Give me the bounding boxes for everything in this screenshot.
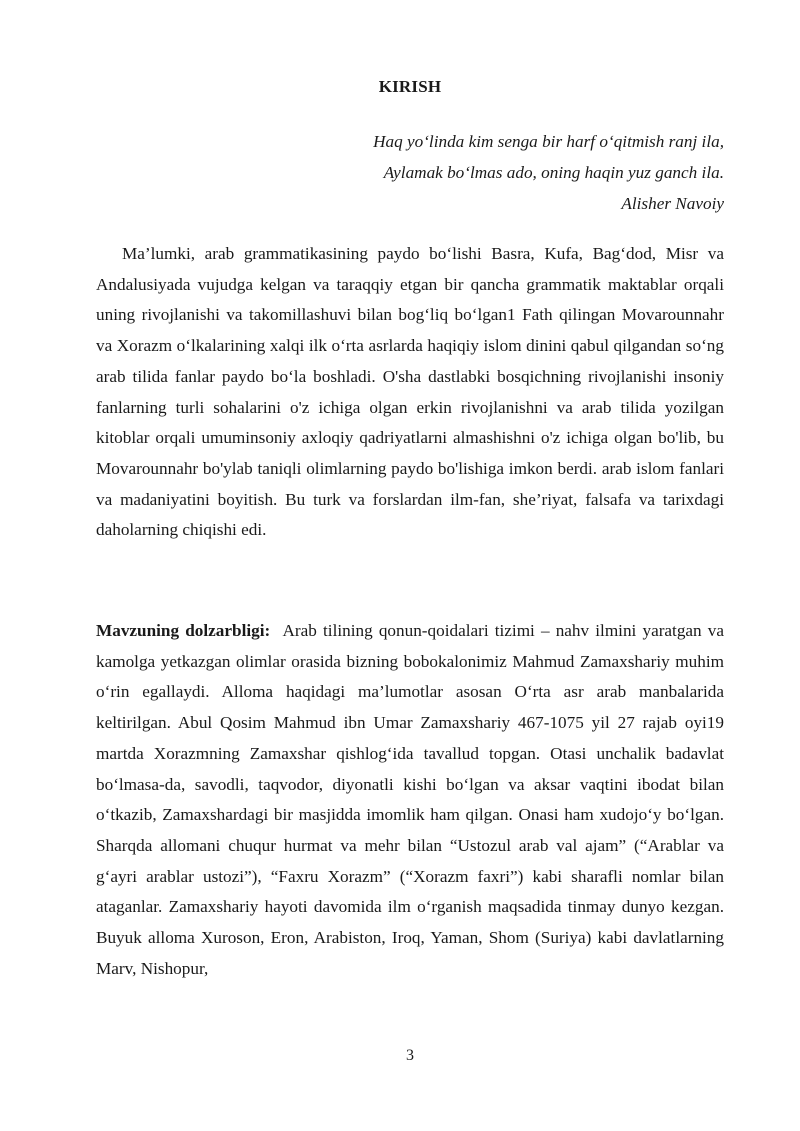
epigraph-line-2: Aylamak bo‘lmas ado, oning haqin yuz ganch ila. bbox=[383, 163, 724, 182]
page-number: 3 bbox=[406, 1047, 414, 1064]
epigraph-author: Alisher Navoiy bbox=[621, 194, 724, 213]
document-page bbox=[96, 0, 724, 1131]
relevance-heading: Mavzuning dolzarbligi: bbox=[96, 621, 271, 640]
epigraph-line-1: Haq yo‘linda kim senga bir harf o‘qitmish ranj ila, bbox=[373, 132, 724, 151]
epigraph bbox=[373, 126, 724, 219]
section-title: KIRISH bbox=[378, 77, 442, 96]
intro-paragraph: Ma’lumki, arab grammatikasining paydo bo‘lishi Basra, Kufa, Bag‘dod, Misr va Andalusiyada vujudga kelgan va taraqqiy etgan bir qancha grammatik maktablar orqali uning rivojlanishi va takomillashuvi bilan bog‘liq bo‘lgan1 Fath qilingan Movarounnahr va Xorazm o‘lkalarining xalqi ilk o‘rta asrlarda haqiqiy islom dinini qabul qilgandan so‘ng arab tilida fanlar paydo bo‘la boshladi. O'sha dastlabki bosqichning rivojlanishi insoniy fanlarning turli sohalarini o'z ichiga olgan erkin rivojlanishni va arab tilida yozilgan kitoblar orqali umuminsoniy axloqiy qadriyatlarni almashishni o'z ichiga olgan bo'lib, bu Movarounnahr bo'ylab taniqli olimlarning paydo bo'lishiga imkon berdi. arab islom fanlari va madaniyatini boyitish. Bu turk va forslardan ilm-fan, she’riyat, falsafa va tarixdagi daholarning chiqishi edi. bbox=[96, 244, 724, 540]
relevance-text: Arab tilining qonun-qoidalari tizimi – nahv ilmini yaratgan va kamolga yetkazgan olimlar orasida bizning bobokalonimiz Mahmud Zamaxshariy muhim o‘rin egallaydi. Alloma haqidagi ma’lumotlar asosan O‘rta asr arab manbalarida keltirilgan. Abul Qosim Mahmud ibn Umar Zamaxshariy 467-1075 yil 27 rajab oyi19 martda Xorazmning Zamaxshar qishlog‘ida tavallud topgan. Otasi unchalik badavlat bo‘lmasa-da, savodli, taqvodor, diyonatli kishi bo‘lgan va aksar vaqtini ibodat bilan o‘tkazib, Zamaxshardagi bir masjidda imomlik ham qilgan. Onasi ham xudojo‘y bo‘lgan. Sharqda allomani chuqur hurmat va mehr bilan “Ustozul arab val ajam” (“Arablar va g‘ayri arablar ustozi”), “Faxru Xorazm” (“Xorazm faxri”) kabi sharafli nomlar bilan ataganlar. Zamaxshariy hayoti davomida ilm o‘rganish maqsadida tinmay dunyo kezgan. Buyuk alloma Xuroson, Eron, Arabiston, Iroq, Yaman, Shom (Suriya) kabi davlatlarning Marv, Nishopur, bbox=[96, 621, 725, 978]
relevance-paragraph bbox=[96, 616, 724, 984]
